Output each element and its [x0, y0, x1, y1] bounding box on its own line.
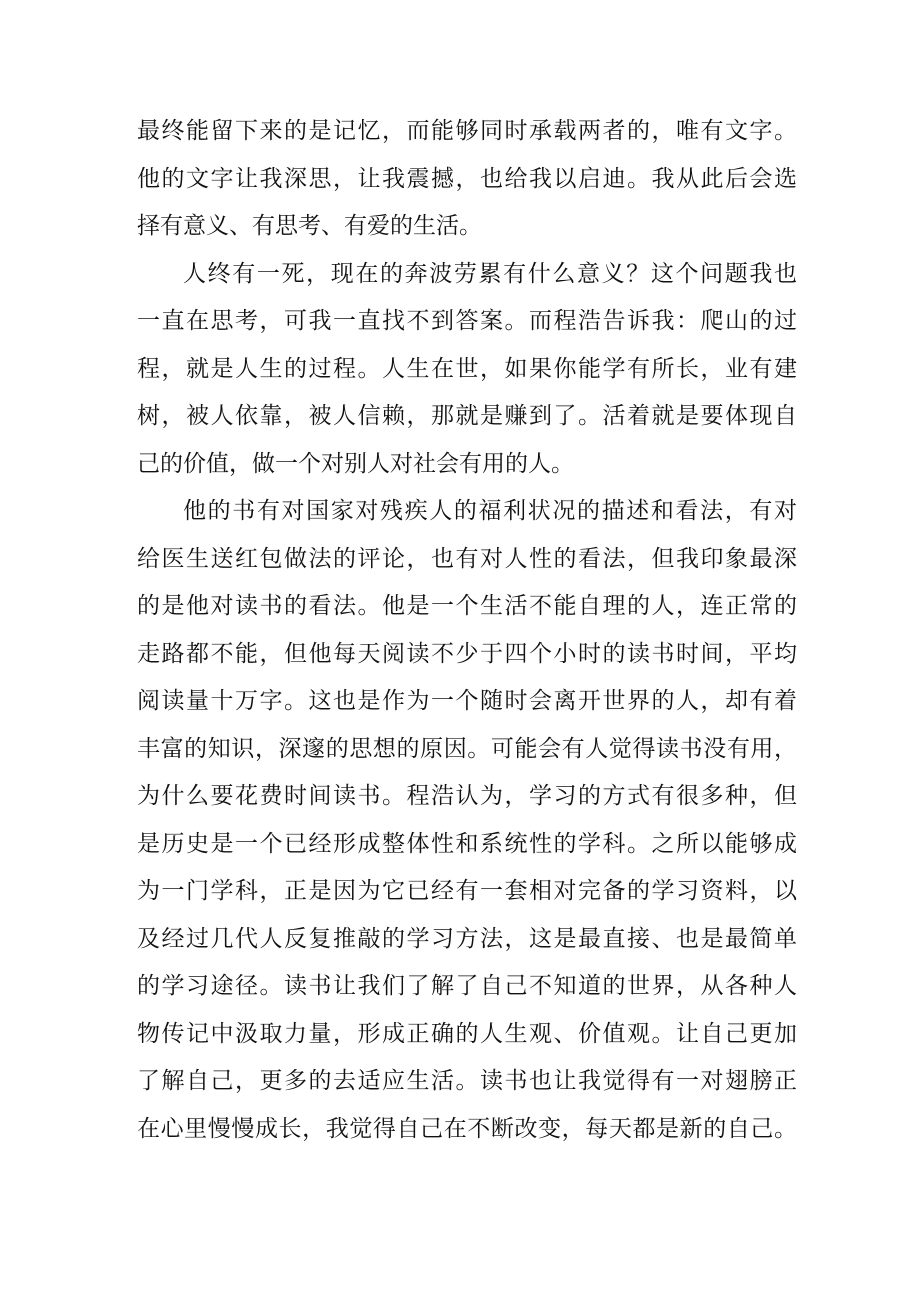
- text-line: 物传记中汲取力量，形成正确的人生观、价值观。让自己更加: [137, 1020, 797, 1047]
- text-line: 丰富的知识，深邃的思想的原因。可能会有人觉得读书没有用，: [137, 735, 797, 762]
- text-line: 及经过几代人反复推敲的学习方法，这是最直接、也是最简单: [137, 925, 797, 952]
- text-line: 树，被人依靠，被人信赖，那就是赚到了。活着就是要体现自: [137, 403, 797, 429]
- text-line: 在心里慢慢成长，我觉得自己在不断改变，每天都是新的自己。: [137, 1115, 797, 1142]
- text-line: 人终有一死，现在的奔波劳累有什么意义？这个问题我也: [183, 260, 797, 287]
- text-line: 为一门学科，正是因为它已经有一套相对完备的学习资料，以: [137, 878, 797, 904]
- text-line: 最终能留下来的是记忆，而能够同时承载两者的，唯有文字。: [137, 118, 797, 144]
- text-line: 的学习途径。读书让我们了解了自己不知道的世界，从各种人: [137, 973, 797, 999]
- text-line: 他的文字让我深思，让我震撼，也给我以启迪。我从此后会选: [137, 165, 797, 192]
- text-line: 阅读量十万字。这也是作为一个随时会离开世界的人，却有着: [137, 688, 797, 714]
- text-line: 择有意义、有思考、有爱的生活。: [137, 213, 482, 239]
- text-line: 己的价值，做一个对别人对社会有用的人。: [137, 450, 574, 477]
- body-text: [137, 108, 797, 1153]
- text-line: 程，就是人生的过程。人生在世，如果你能学有所长，业有建: [137, 355, 797, 382]
- text-line: 他的书有对国家对残疾人的福利状况的描述和看法，有对: [183, 498, 797, 524]
- text-line: 给医生送红包做法的评论，也有对人性的看法，但我印象最深: [137, 545, 797, 572]
- text-line: 一直在思考，可我一直找不到答案。而程浩告诉我：爬山的过: [137, 308, 797, 334]
- text-line: 是历史是一个已经形成整体性和系统性的学科。之所以能够成: [137, 830, 797, 857]
- text-line: 为什么要花费时间读书。程浩认为，学习的方式有很多种，但: [137, 783, 797, 809]
- text-line: 走路都不能，但他每天阅读不少于四个小时的读书时间，平均: [137, 640, 797, 667]
- text-line: 了解自己，更多的去适应生活。读书也让我觉得有一对翅膀正: [137, 1068, 797, 1094]
- text-line: 的是他对读书的看法。他是一个生活不能自理的人，连正常的: [137, 593, 797, 619]
